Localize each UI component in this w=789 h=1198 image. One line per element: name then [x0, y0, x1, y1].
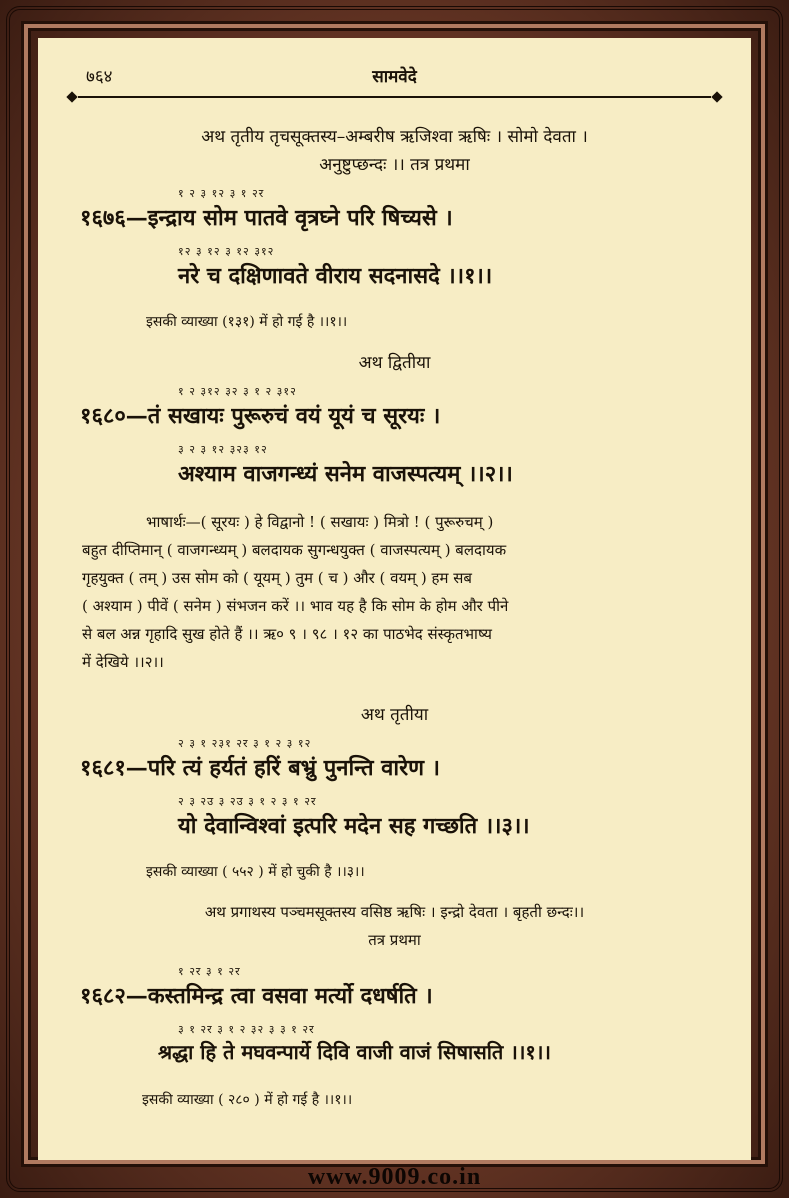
mantra-line: १६७६—इन्द्राय सोम पातवे वृत्रघ्ने परि षिच्यसे ।	[80, 205, 453, 231]
header-rule	[78, 96, 711, 98]
translation-line: भाषार्थः—( सूरयः ) हे विद्वानो ! ( सखायः ) मित्रो ! ( पुरूरुचम् )	[146, 513, 494, 531]
svara-marks: ३ १ २र ३ १ २ ३२ ३ ३ १ २र	[178, 1023, 315, 1036]
mantra-line: यो देवान्विश्वां इत्परि मदेन सह गच्छति ।।३।।	[178, 813, 530, 839]
translation-line: में देखिये ।।२।।	[82, 653, 164, 671]
sukta-intro: अथ तृतीय तृचसूक्तस्य–अम्बरीष ऋजिश्वा ऋषिः । सोमो देवता ।	[201, 127, 588, 147]
mantra-line: १६८१—परि त्यं हर्यतं हरिं बभ्रुं पुनन्ति वारेण ।	[80, 755, 440, 781]
svara-marks: ३ २ ३ १२ ३२३ १२	[178, 443, 268, 456]
svara-marks: १ २ ३१२ ३२ ३ १ २ ३१२	[178, 385, 297, 398]
sukta-intro: अथ प्रगाथस्य पञ्चमसूक्तस्य वसिष्ठ ऋषिः । इन्द्रो देवता । बृहती छन्दः।।	[204, 903, 585, 921]
page-number: ७६४	[86, 67, 113, 87]
commentary-note: इसकी व्याख्या ( ५५२ ) में हो चुकी है ।।३।।	[146, 864, 365, 880]
svara-marks: २ ३ २उ ३ २उ ३ १ २ ३ १ २र	[178, 795, 317, 808]
commentary-note: इसकी व्याख्या ( २८० ) में हो गई है ।।१।।	[142, 1092, 353, 1108]
mantra-line: १६८२—कस्तमिन्द्र त्वा वसवा मर्त्यो दधर्षति ।	[80, 983, 433, 1009]
section-heading: अथ द्वितीया	[358, 353, 431, 373]
sukta-intro-meter: अनुष्टुप्छन्दः ।। तत्र प्रथमा	[319, 155, 470, 175]
svara-marks: १२ ३ १२ ३ १२ ३१२	[178, 245, 275, 258]
translation-line: से बल अन्न गृहादि सुख होते हैं ।। ऋ० ९ । ९८ । १२ का पाठभेद संस्कृतभाष्य	[82, 625, 492, 643]
mantra-line: अश्याम वाजगन्ध्यं सनेम वाजस्पत्यम् ।।२।।	[178, 461, 513, 487]
svara-marks: १ २ ३ १२ ३ १ २र	[178, 187, 265, 200]
page	[38, 38, 751, 1160]
translation-line: बहुत दीप्तिमान् ( वाजगन्ध्यम् ) बलदायक सुगन्धयुक्त ( वाजस्पत्यम् ) बलदायक	[82, 541, 507, 559]
page-header	[78, 60, 711, 90]
mantra-line: नरे च दक्षिणावते वीराय सदनासदे ।।१।।	[178, 263, 493, 289]
website-url: www.9009.co.in	[307, 1164, 482, 1190]
commentary-note: इसकी व्याख्या (१३१) में हो गई है ।।१।।	[146, 314, 348, 330]
book-title: सामवेदे	[372, 67, 417, 87]
svara-marks: १ २र ३ १ २र	[178, 965, 241, 978]
mantra-line: १६८०—तं सखायः पुरूरुचं वयं यूयं च सूरयः ।	[80, 403, 441, 429]
translation-line: गृहयुक्त ( तम् ) उस सोम को ( यूयम् ) तुम ( च ) और ( वयम् ) हम सब	[82, 569, 472, 587]
translation-line: ( अश्याम ) पीवें ( सनेम ) संभजन करें ।। भाव यह है कि सोम के होम और पीने	[82, 597, 509, 615]
svara-marks: २ ३ १ २३१ २र ३ १ २ ३ १२	[178, 737, 312, 750]
section-heading: अथ तृतीया	[360, 705, 429, 725]
sukta-intro-meter: तत्र प्रथमा	[368, 931, 421, 949]
mantra-line: श्रद्धा हि ते मघवन्पार्ये दिवि वाजी वाजं सिषासति ।।१।।	[158, 1040, 551, 1064]
